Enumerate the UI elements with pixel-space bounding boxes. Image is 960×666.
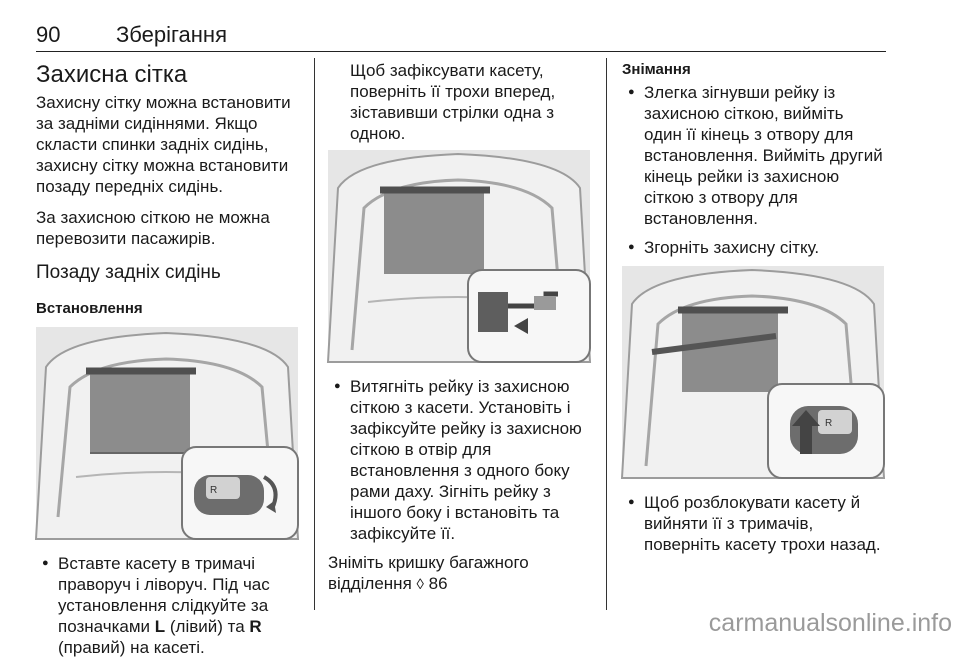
bullet-item: ● Щоб розблокувати касету й вийняти її з тримачів, поверніть касету трохи назад.	[622, 492, 886, 555]
column-divider	[606, 58, 607, 610]
page-reference: 86	[428, 574, 448, 593]
subheading: Позаду задніх сидінь	[36, 262, 221, 283]
page-header	[36, 22, 886, 52]
column-divider	[314, 58, 315, 610]
bullet-item: ● Згорніть захисну сітку.	[622, 237, 886, 258]
page-number: 90	[36, 22, 61, 47]
section-heading: Захисна сітка	[36, 61, 188, 88]
install-heading: Встановлення	[36, 300, 143, 317]
paragraph: Щоб зафіксувати касету, поверніть її трохи вперед, зіставивши стрілки одна з одною.	[350, 61, 556, 143]
column-1	[36, 60, 302, 666]
page-reference-icon: ◊	[416, 576, 424, 593]
install-cassette-illustration	[36, 327, 298, 539]
bullet-item: ● Витягніть рейку із захисною сіткою з касети. Установіть і зафіксуйте рейку із захисною сіткою в отвір для встановлення з одного боку рами даху. Зігніть рейку з іншого боку і встановіть та зафіксуйте її.	[328, 376, 594, 544]
svg-text:R: R	[210, 485, 218, 496]
lock-cassette-illustration	[328, 150, 590, 362]
section-title: Зберігання	[116, 22, 227, 47]
paragraph: Зніміть кришку багажного відділення ◊ 86	[328, 553, 529, 593]
column-3	[622, 60, 886, 563]
watermark: carmanualsonline.info	[708, 609, 952, 637]
paragraph: Захисну сітку можна встановити за задніми сидіннями. Якщо скласти спинки задніх сидінь, захисну сітку можна встановити позаду передніх сидінь.	[36, 93, 291, 196]
bullet-item: ● Злегка зігнувши рейку із захисною сіткою, вийміть один її кінець з отвору для встановлення. Вийміть другий кінець рейки із захисною сіткою з отвору для встановлення.	[622, 82, 886, 229]
paragraph: За захисною сіткою не можна перевозити пасажирів.	[36, 208, 270, 248]
column-2	[328, 60, 594, 595]
bullet-item: ● Вставте касету в тримачі праворуч і ліворуч. Під час установлення слідкуйте за позначками L (лівий) та R (правий) на касеті.	[36, 553, 302, 658]
removal-heading: Знімання	[622, 61, 691, 78]
svg-text:R: R	[825, 418, 833, 429]
unlock-cassette-illustration	[622, 266, 884, 478]
